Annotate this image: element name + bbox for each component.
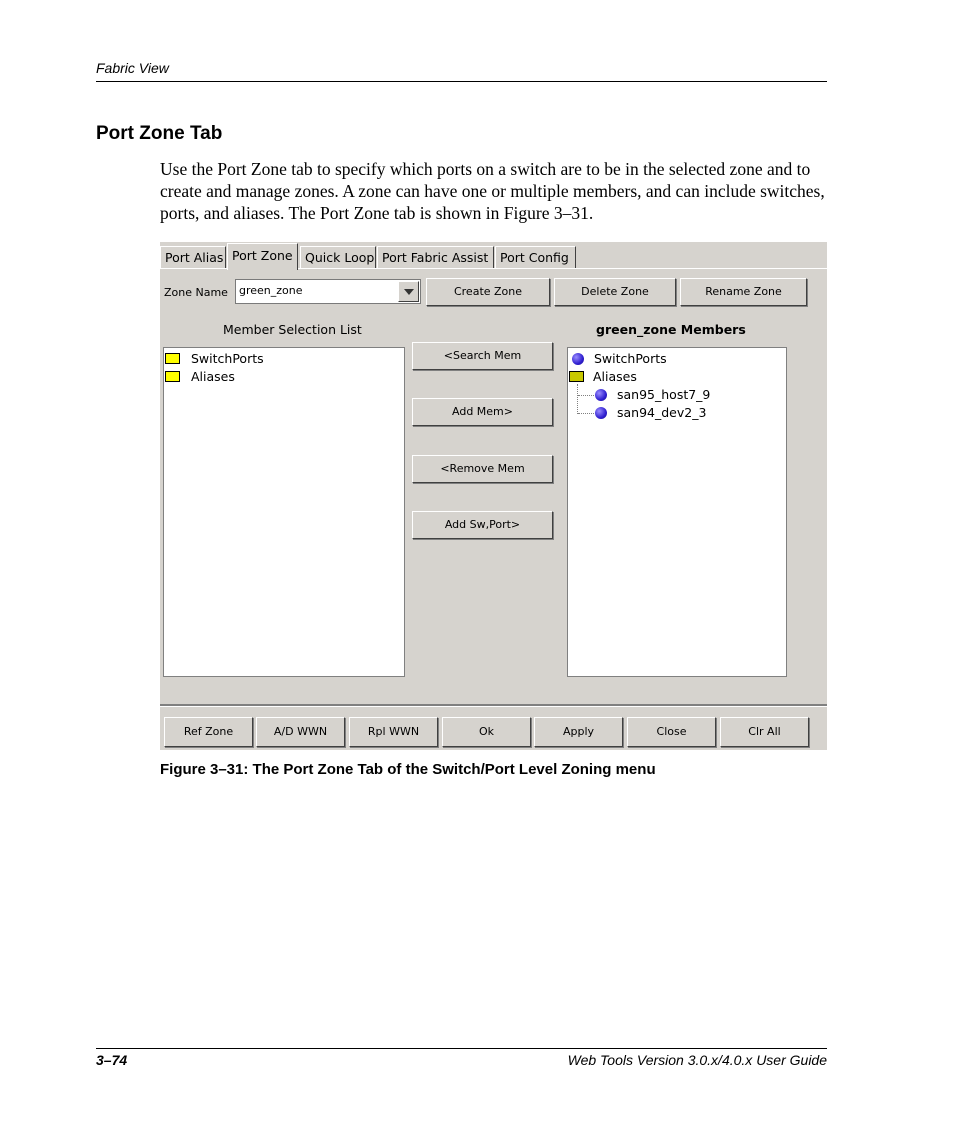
- zone-members-list[interactable]: [567, 347, 787, 677]
- folder-open-icon: [569, 371, 584, 382]
- member-ball-icon: [595, 407, 607, 419]
- folder-icon: [165, 353, 180, 364]
- member-ball-icon: [572, 353, 584, 365]
- figure-caption: Figure 3–31: The Port Zone Tab of the Switch/Port Level Zoning menu: [160, 761, 656, 778]
- member-aliases[interactable]: Aliases: [569, 368, 637, 386]
- search-mem-button[interactable]: <Search Mem: [412, 342, 553, 370]
- chevron-down-icon: [404, 289, 414, 295]
- footer-rule: [96, 1048, 827, 1049]
- zone-name-select[interactable]: [235, 279, 421, 304]
- page-number: 3–74: [96, 1052, 128, 1068]
- tree-connector: [578, 395, 594, 396]
- ok-button[interactable]: Ok: [442, 717, 531, 747]
- tree-connector: [578, 413, 594, 414]
- tree-item-switchports[interactable]: SwitchPorts: [165, 350, 264, 368]
- member-ball-icon: [595, 389, 607, 401]
- running-footer: Web Tools Version 3.0.x/4.0.x User Guide: [567, 1052, 827, 1068]
- body-paragraph: Use the Port Zone tab to specify which ports on a switch are to be in the selected zone and to create and manage zones. A zone can have one or multiple members, and can include switches, ports, and aliases. The Port Zone tab is shown in Figure 3–31.: [160, 159, 825, 223]
- clr-all-button[interactable]: Clr All: [720, 717, 809, 747]
- add-mem-button[interactable]: Add Mem>: [412, 398, 553, 426]
- member-switchports[interactable]: SwitchPorts: [572, 350, 667, 368]
- member-selection-label: Member Selection List: [223, 322, 362, 337]
- member-alias-item[interactable]: san95_host7_9: [595, 386, 710, 404]
- tab-port-config[interactable]: Port Config: [495, 246, 576, 268]
- tab-port-alias[interactable]: Port Alias: [160, 246, 226, 268]
- rename-zone-button[interactable]: Rename Zone: [680, 278, 807, 306]
- rpl-wwn-button[interactable]: Rpl WWN: [349, 717, 438, 747]
- ref-zone-button[interactable]: Ref Zone: [164, 717, 253, 747]
- port-zone-screenshot: [160, 242, 827, 750]
- bottom-separator: [160, 704, 827, 707]
- member-selection-list[interactable]: [163, 347, 405, 677]
- delete-zone-button[interactable]: Delete Zone: [554, 278, 676, 306]
- zone-name-value: green_zone: [239, 284, 303, 297]
- section-title: Port Zone Tab: [96, 123, 223, 144]
- tab-port-fabric-assist[interactable]: Port Fabric Assist: [377, 246, 494, 268]
- tree-item-aliases[interactable]: Aliases: [165, 368, 235, 386]
- apply-button[interactable]: Apply: [534, 717, 623, 747]
- folder-icon: [165, 371, 180, 382]
- header-rule: [96, 81, 827, 82]
- zone-name-label: Zone Name: [164, 286, 228, 299]
- zone-members-label: green_zone Members: [596, 322, 746, 337]
- create-zone-button[interactable]: Create Zone: [426, 278, 550, 306]
- zone-dropdown-button[interactable]: [398, 281, 419, 302]
- close-button[interactable]: Close: [627, 717, 716, 747]
- tree-connector: [577, 384, 578, 414]
- ad-wwn-button[interactable]: A/D WWN: [256, 717, 345, 747]
- remove-mem-button[interactable]: <Remove Mem: [412, 455, 553, 483]
- tab-port-zone[interactable]: Port Zone: [227, 243, 298, 270]
- add-sw-port-button[interactable]: Add Sw,Port>: [412, 511, 553, 539]
- tab-quick-loop[interactable]: Quick Loop: [300, 246, 376, 268]
- running-header: Fabric View: [96, 60, 169, 76]
- member-alias-item[interactable]: san94_dev2_3: [595, 404, 706, 422]
